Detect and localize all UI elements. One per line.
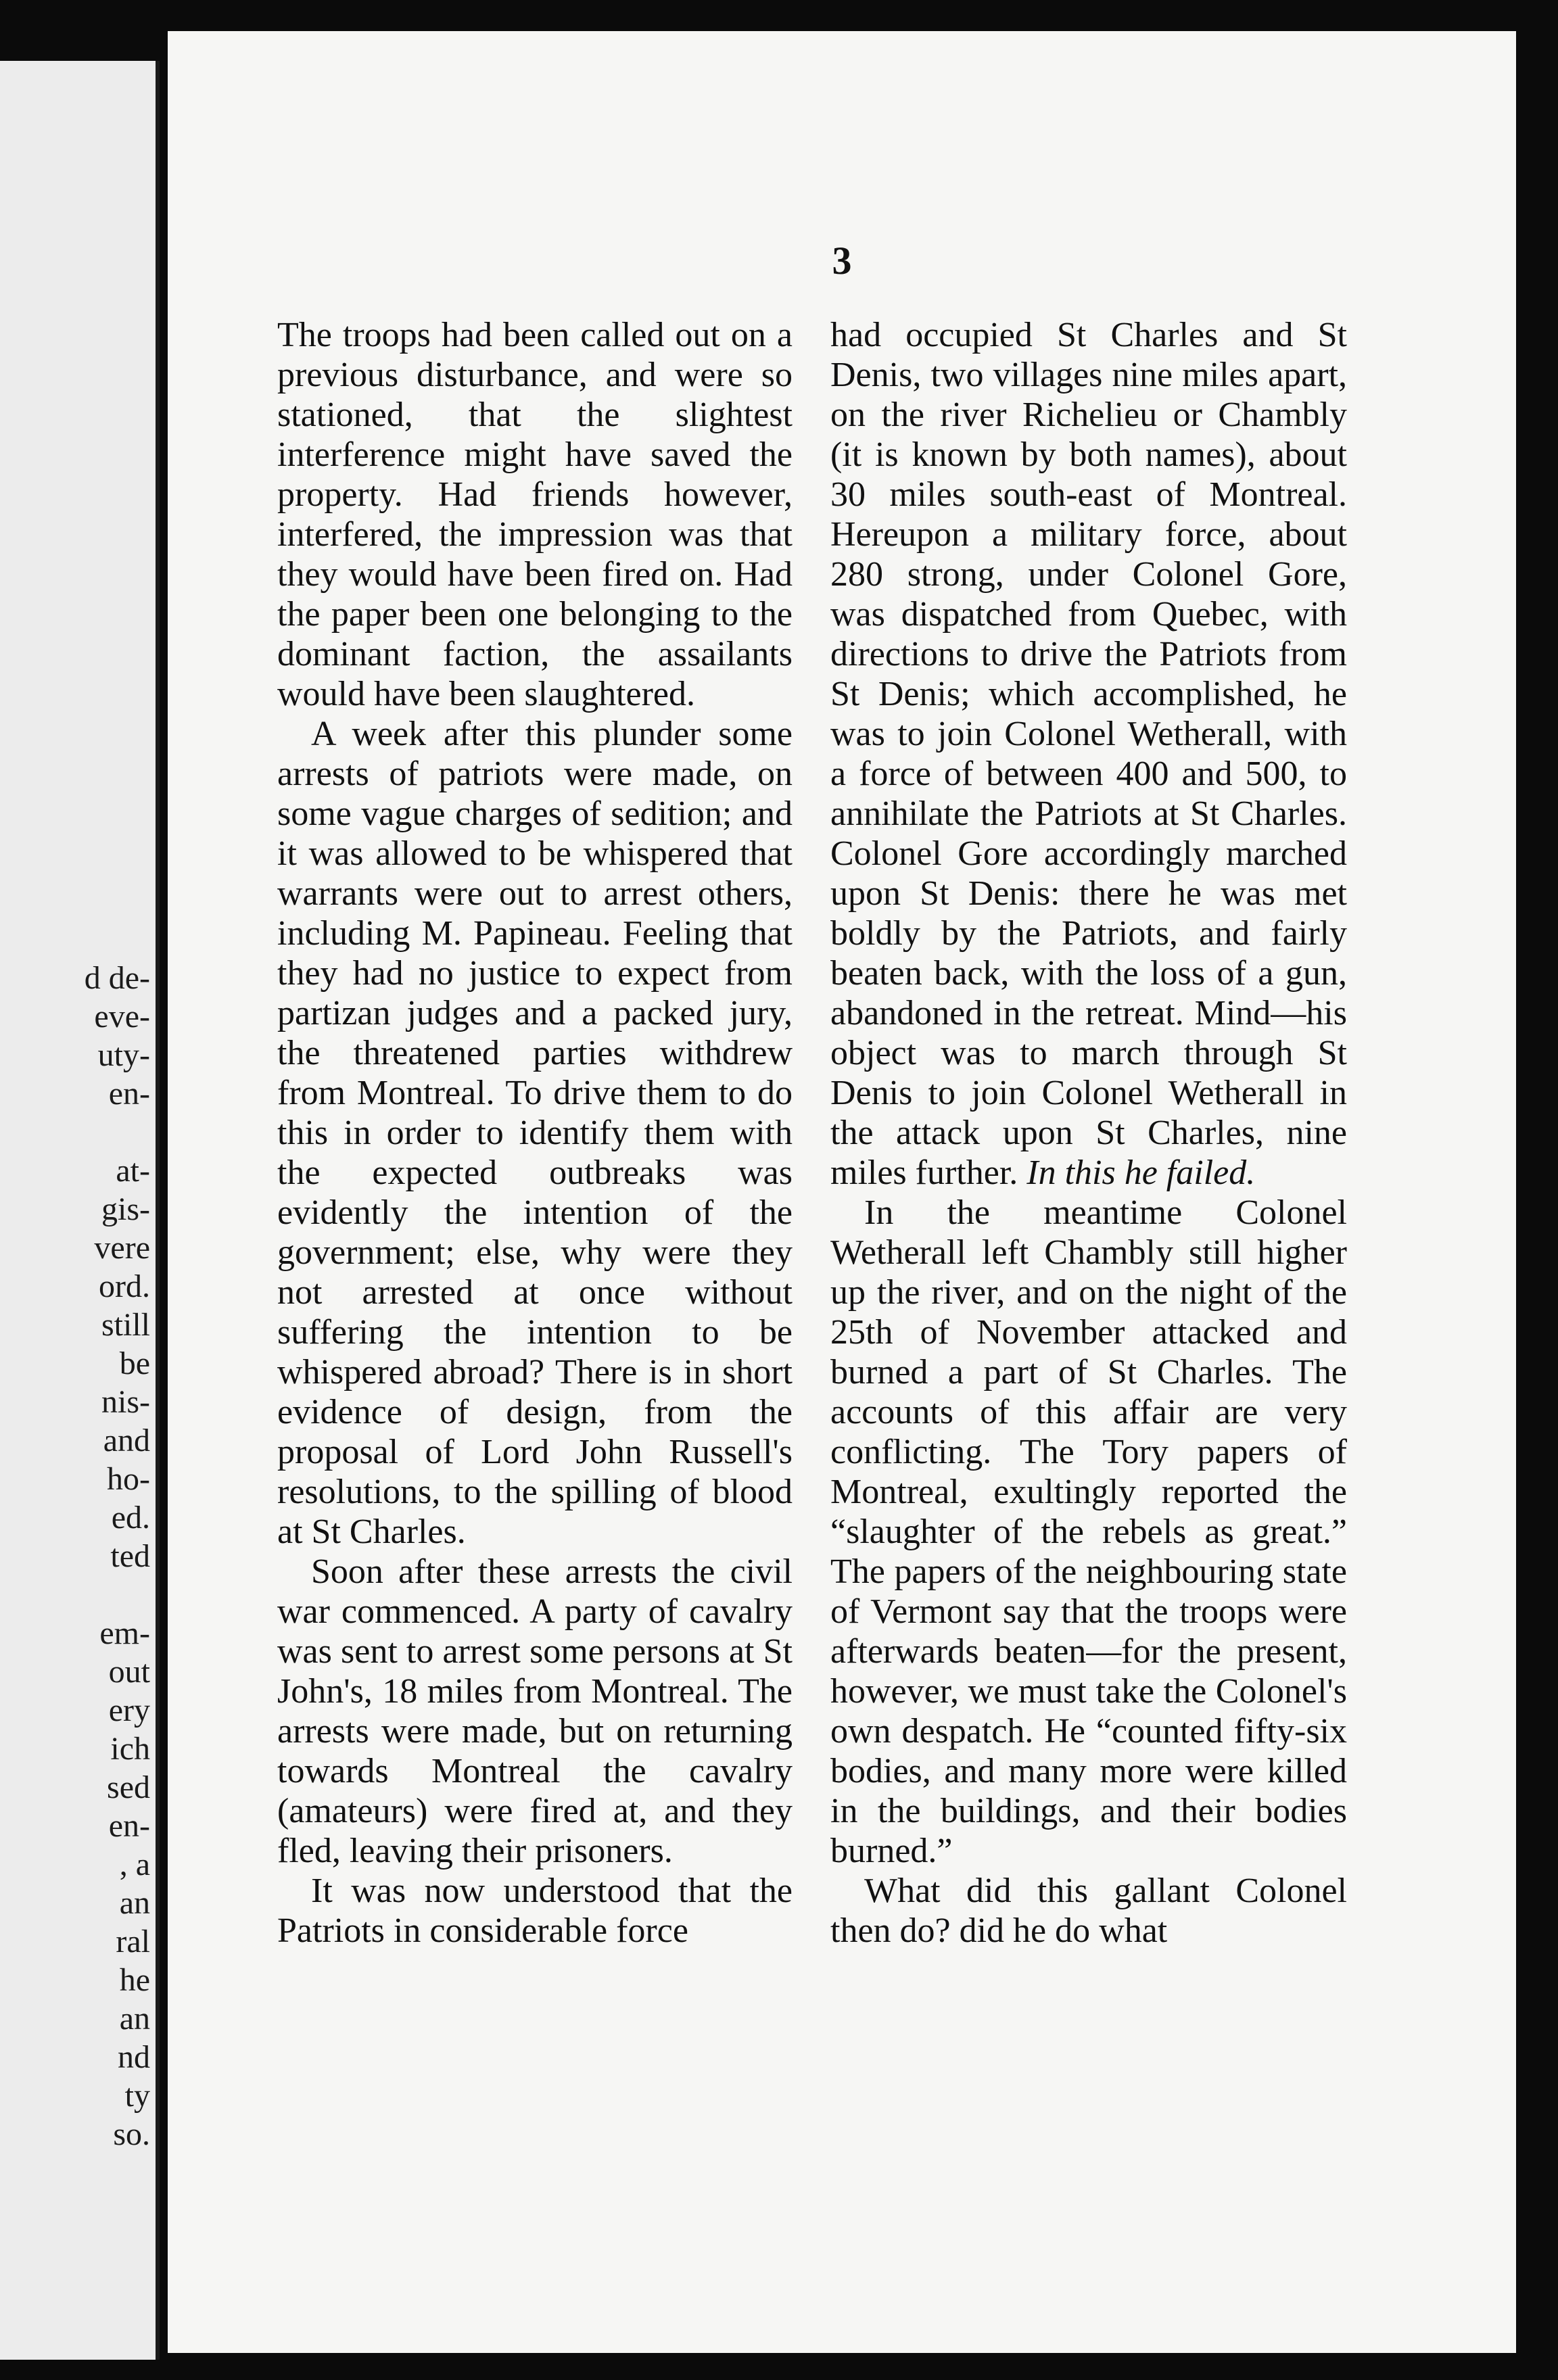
facing-page-fragment: eve- xyxy=(94,999,150,1034)
facing-page-fragment: ed. xyxy=(111,1500,150,1536)
facing-page-fragment: uty- xyxy=(97,1037,150,1073)
facing-page-fragment: so. xyxy=(113,2116,150,2152)
book-page xyxy=(168,31,1516,2353)
facing-page-fragment: at- xyxy=(116,1153,150,1189)
facing-page-fragment: and xyxy=(103,1423,150,1458)
paragraph: A week after this plunder some arrests of patriots were made, on some vague charges of sedition; and it was allowed to be whispered that warrants were out to arrest others, including M. Papineau. Feeling that they had no justice to expect from partizan judges and a packed jury, the threatened parties withdrew from Montreal. To drive them to do this in order to identify them with the expected outbreaks was evidently the intention of the government; else, why were they not arrested at once without suffering the intention to be whispered abroad? There is in short evidence of design, from the proposal of Lord John Russell's resolutions, to the spilling of blood at St Charles. xyxy=(277,715,793,1551)
facing-page-fragment: out xyxy=(108,1654,150,1690)
facing-page-fragment: be xyxy=(119,1346,150,1381)
facing-page-fragment: d de- xyxy=(84,960,150,996)
paragraph: In the meantime Colonel Wetherall left Chambly still higher up the river, and on the night of the 25th of November attacked and burned a part of St Charles. The accounts of this affair are very conflicting. The Tory papers of Montreal, exultingly reported the “slaughter of the rebels as great.” The papers of the neighbouring state of Vermont say that the troops were afterwards beaten—for the present, however, we must take the Colonel's own despatch. He “counted fifty-six bodies, and many more were killed in the buildings, and their bodies burned.” xyxy=(830,1193,1347,1870)
facing-page-fragment: nd xyxy=(118,2039,150,2075)
facing-page-fragment: ery xyxy=(108,1692,150,1728)
facing-page-text-fragments xyxy=(0,61,156,2360)
facing-page-fragment: ich xyxy=(110,1731,150,1767)
facing-page-fragment: ord. xyxy=(99,1268,150,1304)
paragraph: What did this gallant Colonel then do? did he do what xyxy=(830,1872,1347,1950)
facing-page-edge xyxy=(0,61,160,2360)
paragraph xyxy=(830,315,1347,1193)
italic-phrase: In this he failed. xyxy=(1026,1153,1256,1192)
facing-page-fragment: ty xyxy=(124,2078,150,2114)
page-number: 3 xyxy=(832,239,852,283)
facing-page-fragment: an xyxy=(119,2001,150,2037)
facing-page-fragment: sed xyxy=(107,1769,150,1805)
facing-page-fragment: ho- xyxy=(107,1461,150,1497)
text-column-left xyxy=(277,315,793,1951)
text-column-right xyxy=(830,315,1347,1951)
facing-page-fragment: en- xyxy=(108,1808,150,1844)
facing-page-fragment: still xyxy=(101,1307,150,1343)
facing-page-fragment: en- xyxy=(108,1076,150,1112)
facing-page-fragment: vere xyxy=(94,1230,150,1266)
facing-page-fragment: an xyxy=(119,1885,150,1921)
facing-page-fragment: ral xyxy=(116,1924,150,1959)
facing-page-fragment: he xyxy=(119,1962,150,1998)
paragraph: The troops had been called out on a previous disturbance, and were so stationed, that the slightest interference might have saved the property. Had friends however, interfered, the impression was that they would have been fired on. Had the paper been one belonging to the dominant faction, the assailants would have been slaughtered. xyxy=(277,316,793,713)
facing-page-fragment: , a xyxy=(119,1847,150,1882)
facing-page-fragment: ted xyxy=(110,1538,150,1574)
facing-page-fragment: em- xyxy=(99,1615,150,1651)
paragraph: It was now understood that the Patriots in considerable force xyxy=(277,1872,793,1950)
facing-page-fragment: nis- xyxy=(101,1384,150,1420)
facing-page-fragment: gis- xyxy=(101,1191,150,1227)
paragraph-text: had occupied St Charles and St Denis, two villages nine miles apart, on the river Richelieu or Chambly (it is known by both names), about 30 miles south-east of Montreal. Hereupon a military force, about 280 strong, under Colonel Gore, was dispatched from Quebec, with directions to drive the Patriots from St Denis; which accomplished, he was to join Colonel Wetherall, with a force of between 400 and 500, to annihilate the Patriots at St Charles. Colonel Gore accordingly marched upon St Denis: there he was met boldly by the Patriots, and fairly beaten back, with the loss of a gun, abandoned in the retreat. Mind—his object was to march through St Denis to join Colonel Wetherall in the attack upon St Charles, nine miles further. xyxy=(830,316,1347,1192)
paragraph: Soon after these arrests the civil war commenced. A party of cavalry was sent to arrest some persons at St John's, 18 miles from Montreal. The arrests were made, but on returning towards Montreal the cavalry (amateurs) were fired at, and they fled, leaving their prisoners. xyxy=(277,1552,793,1870)
